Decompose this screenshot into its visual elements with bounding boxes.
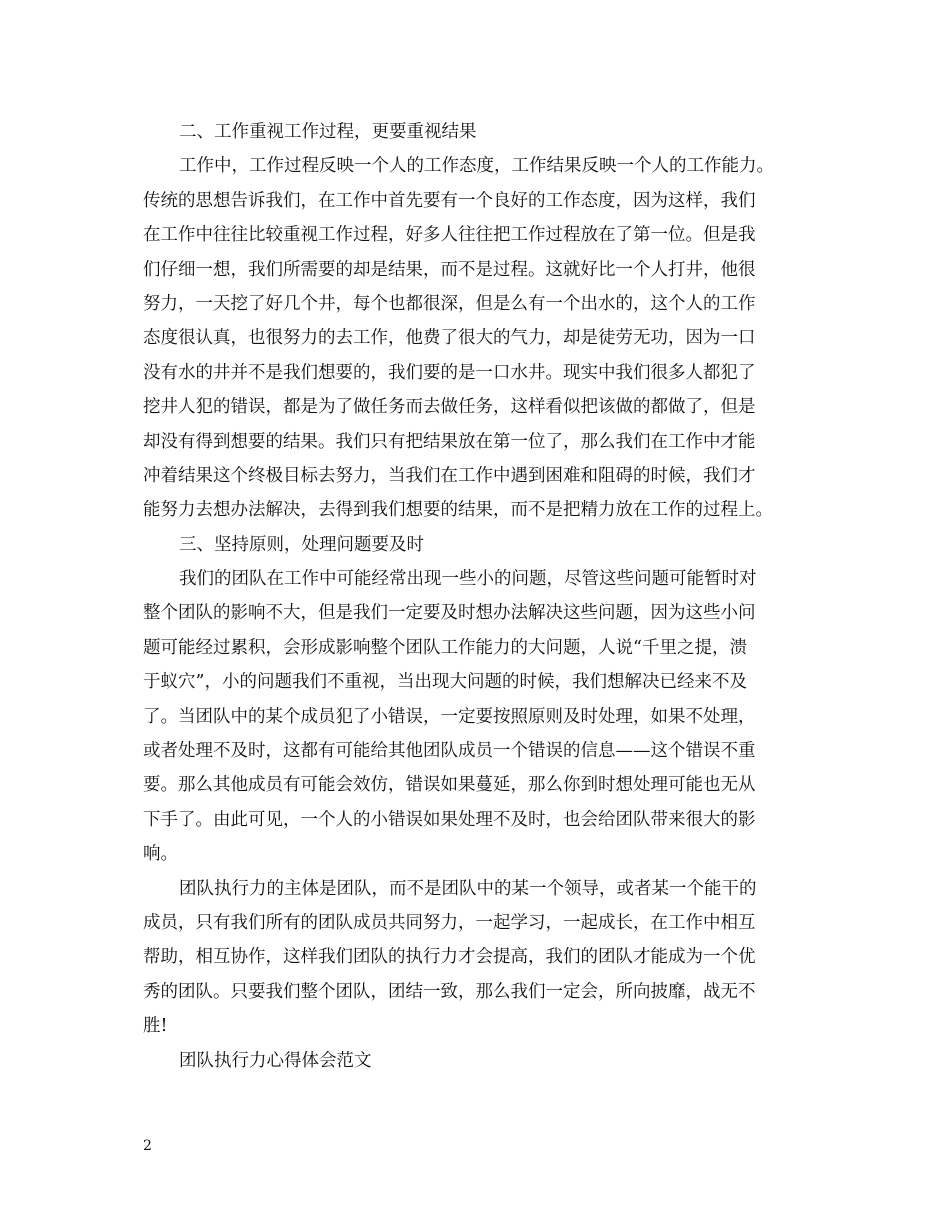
text-line: 我们的团队在工作中可能经常出现一些小的问题，尽管这些问题可能暂时对: [179, 569, 757, 590]
text-line: 三、坚持原则，处理问题要及时: [179, 534, 424, 555]
text-line: 要。那么其他成员有可能会效仿，错误如果蔓延，那么你到时想处理可能也无从: [143, 775, 756, 796]
text-line: 于蚁穴”，小的问题我们不重视，当出现大问题的时候，我们想解决已经来不及: [143, 672, 747, 693]
text-line: 能努力去想办法解决，去得到我们想要的结果，而不是把精力放在工作的过程上。: [143, 500, 773, 521]
text-line: 团队执行力的主体是团队，而不是团队中的某一个领导，或者某一个能干的: [179, 878, 757, 899]
text-line: 帮助，相互协作，这样我们团队的执行力才会提高，我们的团队才能成为一个优: [143, 947, 756, 968]
body-text: [143, 115, 815, 1078]
text-line: 们仔细一想，我们所需要的却是结果，而不是过程。这就好比一个人打井，他很: [143, 259, 756, 280]
text-line: 整个团队的影响不大，但是我们一定要及时想办法解决这些问题，因为这些小问: [143, 603, 756, 624]
text-line: 没有水的井并不是我们想要的，我们要的是一口水井。现实中我们很多人都犯了: [143, 362, 756, 383]
text-line: 传统的思想告诉我们，在工作中首先要有一个良好的工作态度，因为这样，我们: [143, 190, 756, 211]
text-line: 响。: [143, 844, 178, 865]
page-number: 2: [143, 1138, 152, 1154]
text-line: 努力，一天挖了好几个井，每个也都很深，但是么有一个出水的，这个人的工作: [143, 293, 756, 314]
text-line: 却没有得到想要的结果。我们只有把结果放在第一位了，那么我们在工作中才能: [143, 431, 756, 452]
text-line: 挖井人犯的错误，都是为了做任务而去做任务，这样看似把该做的都做了，但是: [143, 397, 756, 418]
text-line: 二、工作重视工作过程，更要重视结果: [179, 122, 477, 142]
text-line: 下手了。由此可见，一个人的小错误如果处理不及时，也会给团队带来很大的影: [143, 809, 756, 830]
text-line: 题可能经过累积，会形成影响整个团队工作能力的大问题，人说“千里之提，溃: [143, 637, 747, 658]
text-line: 态度很认真，也很努力的去工作，他费了很大的气力，却是徒劳无功，因为一口: [143, 328, 756, 349]
text-line: 秀的团队。只要我们整个团队，团结一致，那么我们一定会，所向披靡，战无不: [143, 981, 756, 1002]
text-line: 团队执行力心得体会范文: [179, 1050, 372, 1071]
text-line: 了。当团队中的某个成员犯了小错误，一定要按照原则及时处理，如果不处理，: [143, 706, 756, 727]
text-line: 在工作中往往比较重视工作过程，好多人往往把工作过程放在了第一位。但是我: [143, 225, 756, 246]
text-line: 冲着结果这个终极目标去努力，当我们在工作中遇到困难和阻碍的时候，我们才: [143, 465, 756, 486]
text-line: 成员，只有我们所有的团队成员共同努力，一起学习，一起成长，在工作中相互: [143, 912, 756, 933]
text-line: 或者处理不及时，这都有可能给其他团队成员一个错误的信息——这个错误不重: [143, 741, 756, 762]
text-line: 胜!: [143, 1016, 168, 1037]
text-line: 工作中，工作过程反映一个人的工作态度，工作结果反映一个人的工作能力。: [179, 156, 774, 177]
